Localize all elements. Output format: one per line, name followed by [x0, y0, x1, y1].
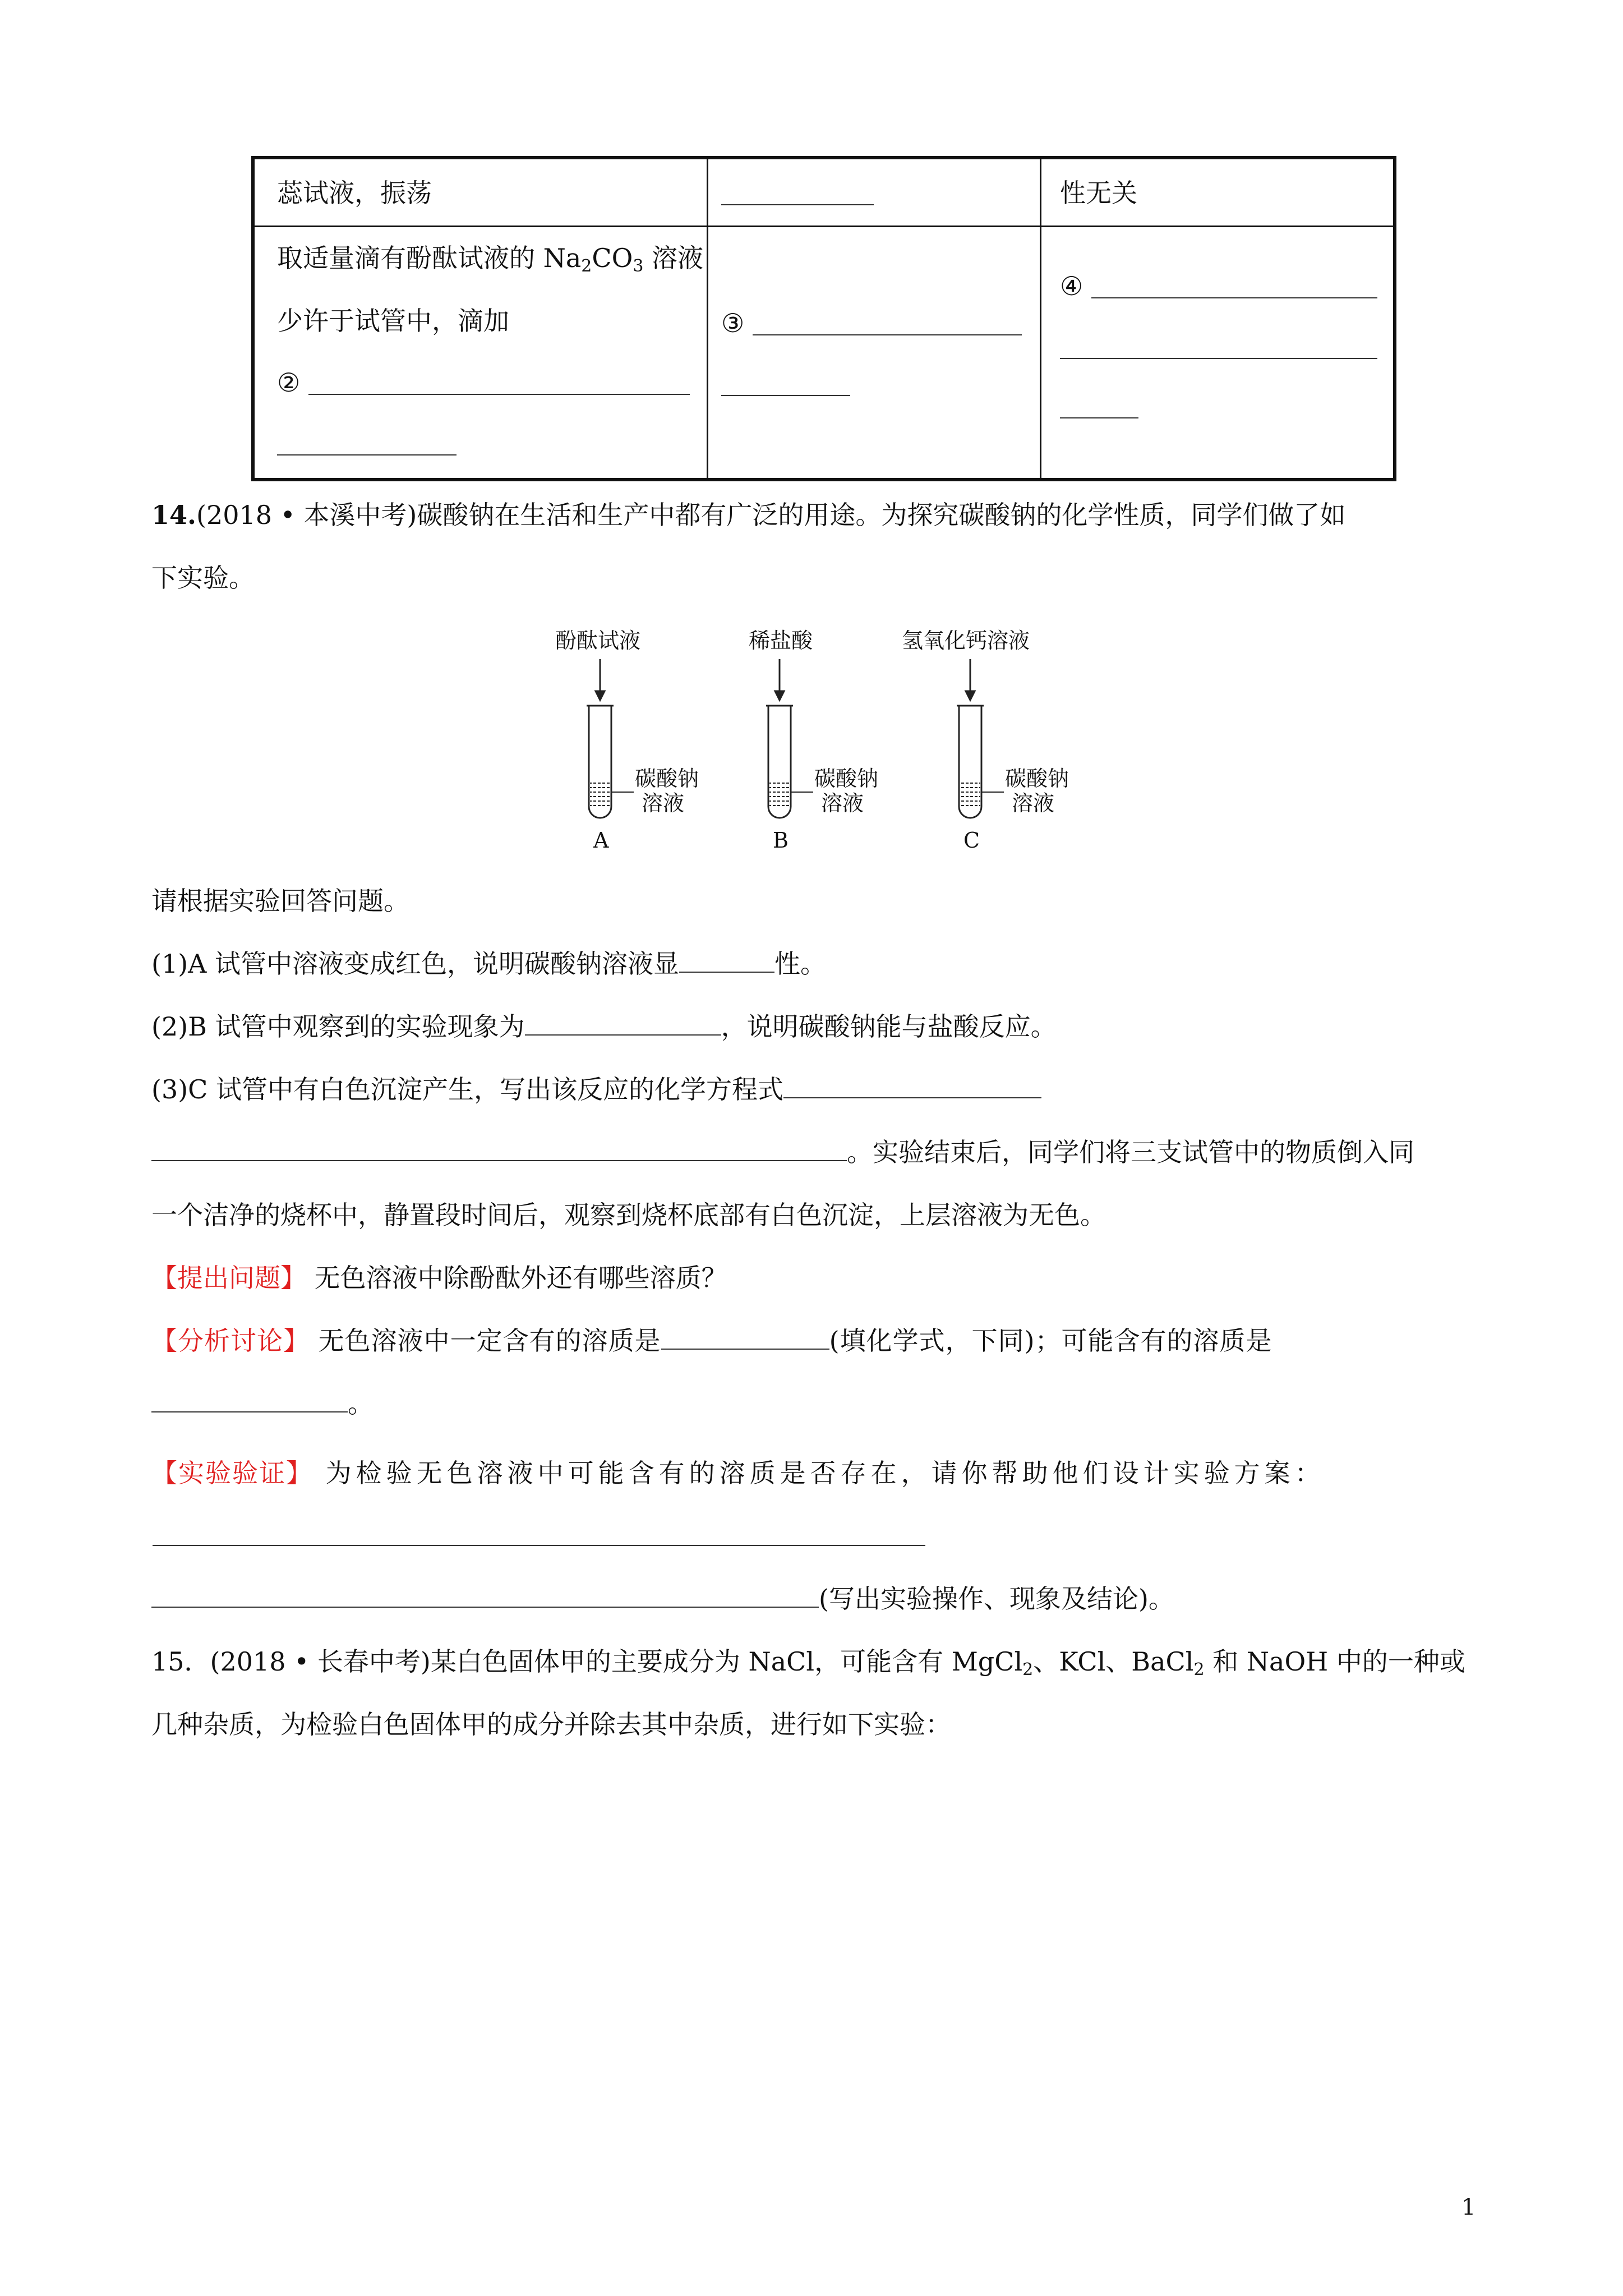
table-cell-operation: 蕊试液，振荡 [277, 178, 432, 208]
question-prompt: 请根据实验回答问题。 [151, 886, 409, 916]
answer-blank[interactable] [661, 1324, 829, 1350]
solution-label: 碳酸钠 [814, 766, 879, 791]
answer-blank-3[interactable] [721, 395, 850, 396]
question-15: 15．(2018 • 长春中考)某白色固体甲的主要成分为 NaCl，可能含有 MgCl$_2$、KCl、BaCl$_2$ 和 NaOH 中的一种或 [151, 1646, 1465, 1680]
test-tube-figure [550, 628, 1077, 864]
answer-blank[interactable] [721, 204, 874, 205]
sub-question-1: (1)A 试管中溶液变成红色，说明碳酸钠溶液显 性。 [151, 947, 826, 981]
answer-blank-4[interactable] [1091, 297, 1377, 298]
liquid-a [590, 780, 610, 808]
solution-label: 溶液 [642, 791, 685, 816]
sub-question-3: (3)C 试管中有白色沉淀产生，写出该反应的化学方程式 [151, 1073, 1041, 1106]
sub-question-2: (2)B 试管中观察到的实验现象为 ，说明碳酸钠能与盐酸反应。 [151, 1010, 1057, 1043]
answer-blank-4[interactable] [1060, 417, 1138, 418]
analysis-section: 。 [151, 1387, 374, 1420]
section-tag: 【提出问题】 [151, 1263, 306, 1293]
liquid-c [960, 780, 980, 808]
sub-question-3: 一个洁净的烧杯中，静置段时间后，观察到烧杯底部有白色沉淀，上层溶液为无色。 [151, 1200, 1106, 1230]
answer-blank-3[interactable] [753, 334, 1022, 335]
arrow-c [966, 659, 975, 700]
blank-mark: ④ [1060, 271, 1083, 301]
blank-mark: ② [277, 367, 301, 398]
blank-mark: ③ [721, 308, 745, 338]
answer-blank[interactable] [679, 947, 774, 973]
answer-blank-2[interactable] [277, 454, 457, 455]
solution-label: 碳酸钠 [1005, 766, 1069, 791]
solution-label: 溶液 [821, 791, 864, 816]
question-15: 几种杂质，为检验白色固体甲的成分并除去其中杂质，进行如下实验： [151, 1709, 951, 1740]
experiment-table [251, 156, 1396, 481]
question-14-intro: 下实验。 [151, 563, 255, 593]
answer-blank[interactable] [151, 1387, 348, 1412]
analysis-section: 【分析讨论】 无色溶液中一定含有的溶质是 (填化学式，下同)；可能含有的溶质是 [151, 1324, 1272, 1358]
ask-question: 【提出问题】 无色溶液中除酚酞外还有哪些溶质？ [151, 1263, 727, 1293]
solution-label: 溶液 [1012, 791, 1055, 816]
table-cell-operation: 少许于试管中，滴加 [277, 306, 509, 336]
arrow-a [596, 659, 605, 700]
tube-label-a: A [593, 828, 609, 853]
arrow-b [775, 659, 784, 700]
answer-blank-2[interactable] [308, 394, 690, 395]
test-tube-diagram [550, 628, 1077, 864]
tube-label-c: C [963, 828, 980, 853]
question-14-intro: 14.(2018 • 本溪中考)碳酸钠在生活和生产中都有广泛的用途。为探究碳酸钠的化学性质，同学们做了如 [151, 500, 1346, 530]
answer-blank[interactable] [151, 1582, 819, 1608]
answer-blank[interactable] [783, 1073, 1041, 1098]
solution-label: 碳酸钠 [635, 766, 699, 791]
verify-section: (写出实验操作、现象及结论)。 [151, 1582, 1174, 1616]
table-col-divider [1040, 159, 1041, 478]
reagent-label-c: 氢氧化钙溶液 [902, 628, 1030, 653]
sub-question-3: 。实验结束后，同学们将三支试管中的物质倒入同 [151, 1135, 1414, 1169]
liquid-b [769, 780, 790, 808]
table-cell-conclusion: 性无关 [1060, 178, 1137, 208]
table-col-divider [707, 159, 708, 478]
page-number: 1 [1461, 2194, 1476, 2220]
tube-label-b: B [773, 828, 789, 853]
reagent-label-a: 酚酞试液 [555, 628, 641, 653]
question-number: 14. [151, 500, 197, 530]
answer-blank[interactable] [151, 1135, 847, 1161]
answer-blank-4[interactable] [1060, 358, 1377, 359]
answer-blank[interactable] [525, 1010, 721, 1036]
section-tag: 【实验验证】 [151, 1458, 313, 1488]
table-row-divider [255, 226, 1393, 227]
answer-blank[interactable] [153, 1545, 925, 1546]
section-tag: 【分析讨论】 [151, 1326, 310, 1356]
reagent-label-b: 稀盐酸 [749, 628, 813, 653]
table-cell-operation: 取适量滴有酚酞试液的 $Na_2CO_3$ 溶液 [277, 243, 704, 276]
verify-section: 【实验验证】 为检验无色溶液中可能含有的溶质是否存在，请你帮助他们设计实验方案： [151, 1458, 1325, 1488]
